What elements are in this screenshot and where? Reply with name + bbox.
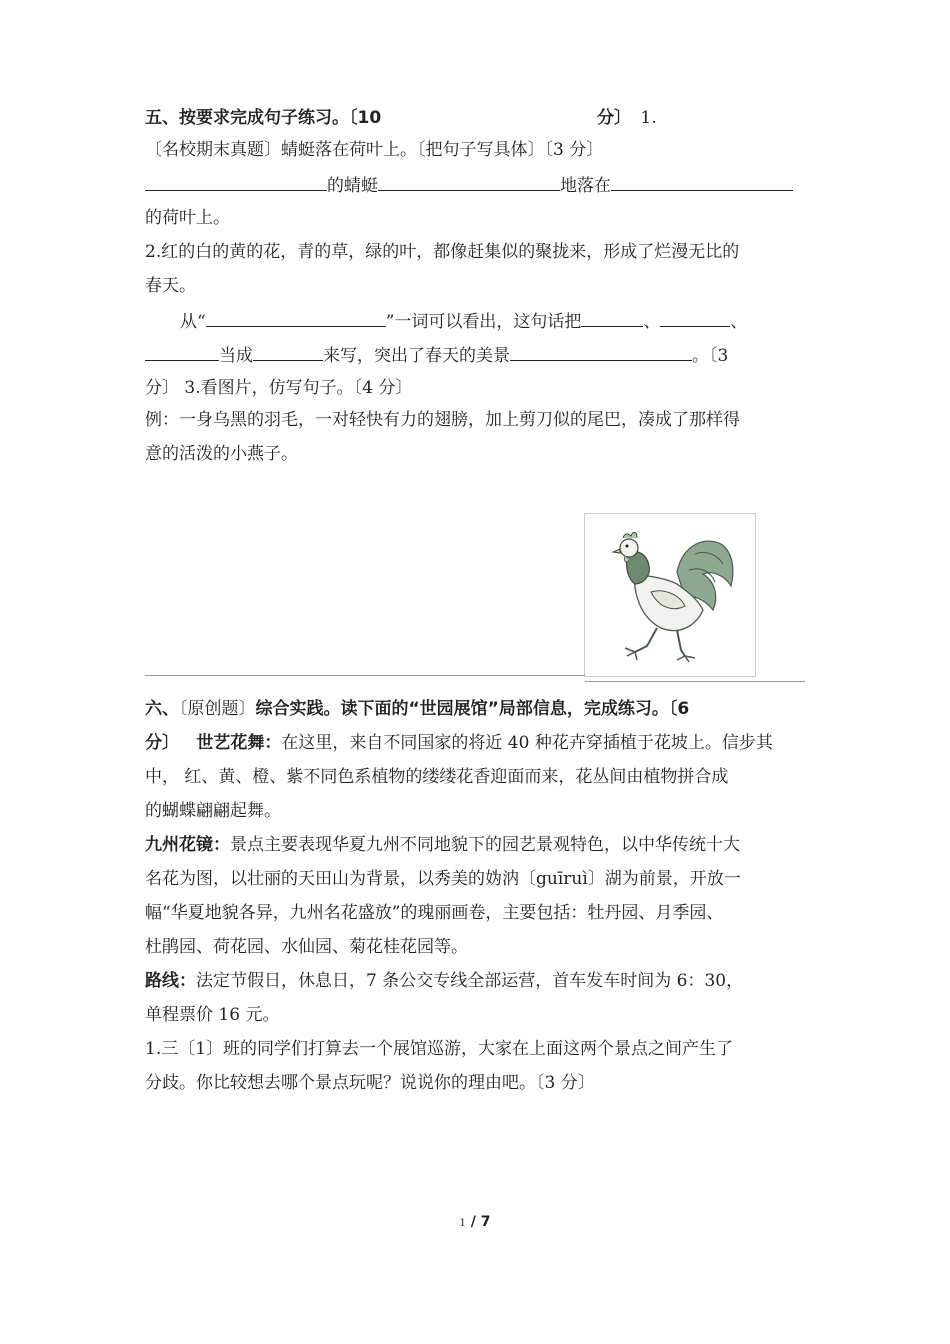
s1-line2: 中， 红、黄、橙、紫不同色系植物的缕缕花香迎面而来，花丛间由植物拼合成 xyxy=(145,767,729,787)
rooster-icon xyxy=(585,514,755,676)
section5-heading-tail: 分〕 xyxy=(597,108,631,128)
section6-heading-line xyxy=(145,697,689,721)
section6-heading-c: 综合实践。读下面的“世园展馆”局部信息，完成练习。〔6 xyxy=(255,699,690,719)
q1-fill-line xyxy=(145,172,793,198)
q2-from-line xyxy=(180,308,747,334)
q3-line: 分〕 3.看图片，仿写句子。〔4 分〕 xyxy=(145,378,413,398)
q2-sep2: 、 xyxy=(730,312,748,332)
q2-write: 来写，突出了春天的美景 xyxy=(323,346,510,366)
s1-text1: 在这里，来自不同国家的将近 40 种花卉穿插植于花坡上。信步其 xyxy=(281,733,773,753)
q1-number: 1. xyxy=(640,108,657,128)
section5-heading: 五、按要求完成句子练习。〔10 xyxy=(145,108,382,128)
q2-as: 当成 xyxy=(219,346,253,366)
divider xyxy=(585,681,805,682)
example-line1: 例：一身乌黑的羽毛，一对轻快有力的翅膀，加上剪刀似的尾巴，凑成了那样得 xyxy=(145,410,740,430)
s1-line1 xyxy=(145,731,773,755)
q1-part3: 的荷叶上。 xyxy=(145,208,230,228)
s3-title: 路线： xyxy=(145,971,196,991)
q1-part2: 地落在 xyxy=(560,176,611,196)
q2-blank-e[interactable] xyxy=(510,342,692,361)
q1-blank-2[interactable] xyxy=(378,172,560,191)
q2-end: 。〔3 xyxy=(692,346,729,366)
s6-q1-line1: 1.三〔1〕班的同学们打算去一个展馆巡游，大家在上面这两个景点之间产生了 xyxy=(145,1039,734,1059)
s2-line1 xyxy=(145,833,740,857)
section5-heading-line xyxy=(145,106,381,130)
section6-heading-a: 六、 xyxy=(145,699,179,719)
answer-rule[interactable] xyxy=(145,675,585,676)
s2-line4: 杜鹃园、荷花园、水仙园、菊花桂花园等。 xyxy=(145,937,468,957)
section6-heading-b: 〔原创题〕 xyxy=(179,699,256,719)
q2-blank-c[interactable] xyxy=(145,342,219,361)
page-footer xyxy=(0,1214,950,1230)
section5-heading-tail-line xyxy=(597,106,657,130)
q2-line1: 2.红的白的黄的花，青的草，绿的叶，都像赶集似的聚拢来，形成了烂漫无比的 xyxy=(145,242,740,262)
q1-blank-3[interactable] xyxy=(611,172,793,191)
s1-colon: ： xyxy=(264,733,282,753)
s2-text1: 景点主要表现华夏九州不同地貌下的园艺景观特色，以中华传统十大 xyxy=(230,835,740,855)
example-line2: 意的活泼的小燕子。 xyxy=(145,444,298,464)
rooster-image xyxy=(584,513,756,677)
q2-sep1: 、 xyxy=(643,312,661,332)
s6-q1-line2: 分歧。你比较想去哪个景点玩呢？说说你的理由吧。〔3 分〕 xyxy=(145,1073,595,1093)
page-total: 7 xyxy=(480,1214,491,1230)
q2-blank-word[interactable] xyxy=(206,308,386,327)
q1-blank-1[interactable] xyxy=(145,172,327,191)
q2-blank-b[interactable] xyxy=(660,308,730,327)
s3-text1: 法定节假日，休息日，7 条公交专线全部运营，首车发车时间为 6：30， xyxy=(196,971,744,991)
q2-line2: 春天。 xyxy=(145,276,196,296)
page-number: 1 xyxy=(459,1218,466,1229)
s3-line2: 单程票价 16 元。 xyxy=(145,1005,280,1025)
s2-line2: 名花为图，以壮丽的天田山为背景，以秀美的妫汭〔guīruì〕湖为前景，开放一 xyxy=(145,869,741,889)
s2-line3: 幅“华夏地貌各异，九州名花盛放”的瑰丽画卷，主要包括：牡丹园、月季园、 xyxy=(145,903,724,923)
s1-title: 世艺花舞 xyxy=(196,733,265,753)
q2-blank-d[interactable] xyxy=(253,342,323,361)
s1-line3: 的蝴蝶翩翩起舞。 xyxy=(145,801,281,821)
q2-from-b: ”一词可以看出，这句话把 xyxy=(385,312,582,332)
q2-as-line xyxy=(145,342,728,368)
q1-text: 〔名校期末真题〕蜻蜓落在荷叶上。〔把句子写具体〕〔3 分〕 xyxy=(145,140,604,160)
page-sep: / xyxy=(465,1214,481,1230)
q2-blank-a[interactable] xyxy=(581,308,643,327)
q1-part1: 的蜻蜓 xyxy=(327,176,378,196)
q2-from-a: 从“ xyxy=(180,312,206,332)
s3-line1 xyxy=(145,969,743,993)
section6-heading-d: 分〕 xyxy=(145,733,179,753)
s2-title: 九州花镜： xyxy=(145,835,230,855)
